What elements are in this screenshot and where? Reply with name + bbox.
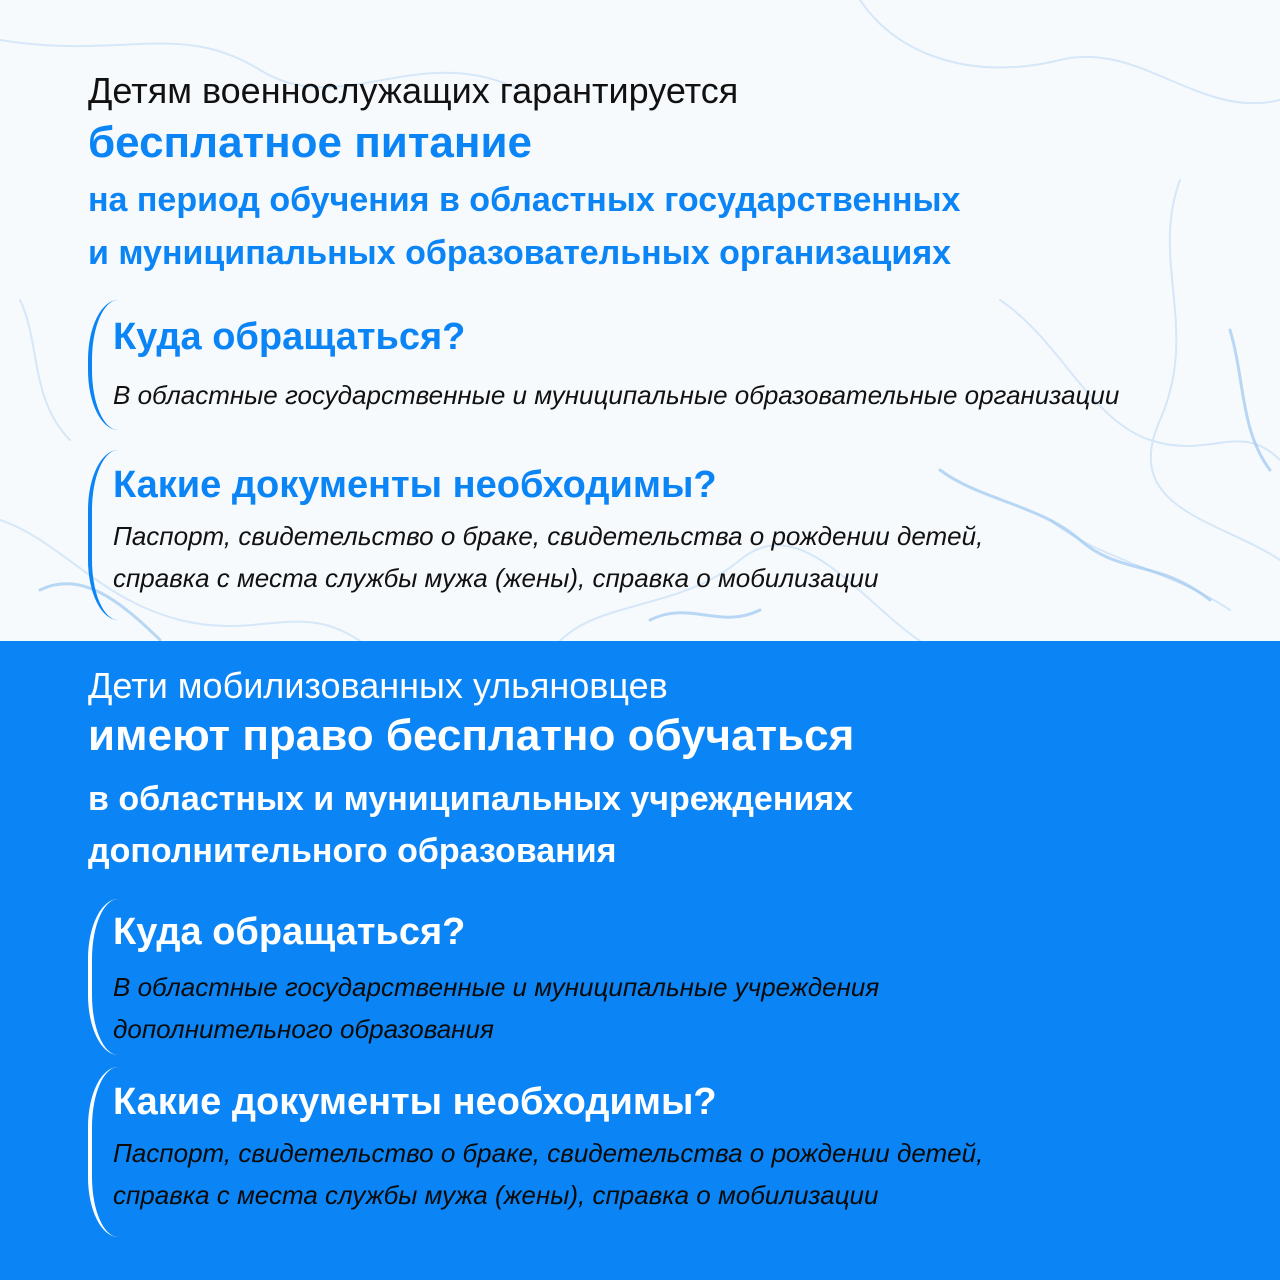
sub-line-2: и муниципальных образовательных организациях xyxy=(88,234,952,272)
answer-line-1: В областные государственные и муниципальные образовательные организации xyxy=(113,380,1120,410)
answer-line-2: справка с места службы мужа (жены), справка о мобилизации xyxy=(113,1180,879,1210)
question-title: Куда обращаться? xyxy=(113,911,466,953)
headline: имеют право бесплатно обучаться xyxy=(88,711,855,760)
answer-line-1: В областные государственные и муниципальные учреждения xyxy=(113,972,880,1002)
intro-text: Детям военнослужащих гарантируется xyxy=(88,70,739,111)
sub-line-2: дополнительного образования xyxy=(88,832,617,870)
question-title: Куда обращаться? xyxy=(113,316,466,358)
headline: бесплатное питание xyxy=(88,118,532,167)
answer-line-1: Паспорт, свидетельство о браке, свидетельства о рождении детей, xyxy=(113,521,984,551)
sub-line-1: в областных и муниципальных учреждениях xyxy=(88,780,853,818)
answer-line-2: дополнительного образования xyxy=(113,1014,494,1044)
intro-text: Дети мобилизованных ульяновцев xyxy=(88,665,668,706)
question-title: Какие документы необходимы? xyxy=(113,464,717,506)
bottom-section xyxy=(0,641,1280,1280)
answer-line-1: Паспорт, свидетельство о браке, свидетельства о рождении детей, xyxy=(113,1138,984,1168)
sub-line-1: на период обучения в областных государственных xyxy=(88,181,961,219)
question-title: Какие документы необходимы? xyxy=(113,1081,717,1123)
answer-line-2: справка с места службы мужа (жены), справка о мобилизации xyxy=(113,563,879,593)
